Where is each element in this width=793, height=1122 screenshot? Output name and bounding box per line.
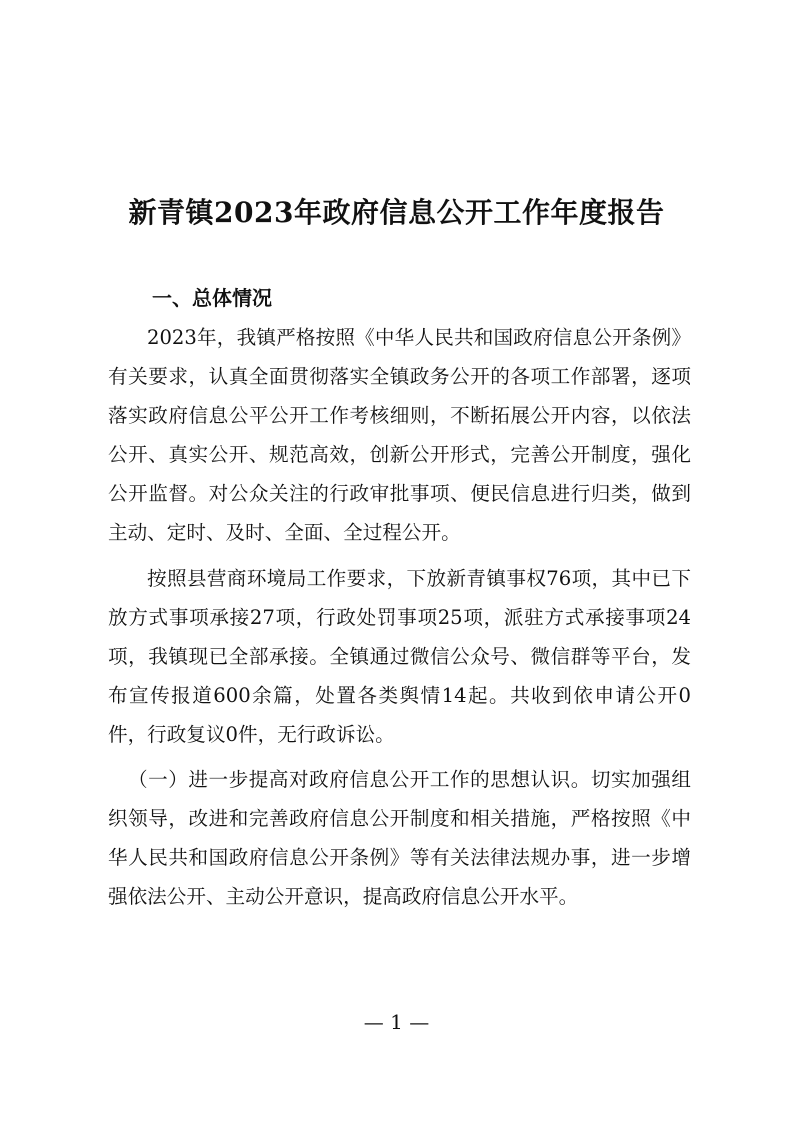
paragraph-delegated-powers: 按照县营商环境局工作要求，下放新青镇事权76项，其中已下放方式事项承接27项，行政处罚事项25项，派驻方式承接事项24项，我镇现已全部承接。全镇通过微信公众号、微信群等平台，发布宣传报道600余篇，处置各类舆情14起。共收到依申请公开0件，行政复议0件，无行政诉讼。 [108, 567, 691, 746]
paragraph-awareness: （一）进一步提高对政府信息公开工作的思想认识。切实加强组织领导，改进和完善政府信息公开制度和相关措施，严格按照《中华人民共和国政府信息公开条例》等有关法律法规办事，进一步增强依法公开、主动公开意识，提高政府信息公开水平。 [108, 768, 691, 908]
section-heading: 一、总体情况 [152, 286, 272, 310]
page-number: — 1 — [363, 1010, 430, 1034]
paragraph-overview: 2023年，我镇严格按照《中华人民共和国政府信息公开条例》有关要求，认真全面贯彻落实全镇政务公开的各项工作部署，逐项落实政府信息公平公开工作考核细则，不断拓展公开内容，以依法公开、真实公开、规范高效，创新公开形式，完善公开制度，强化公开监督。对公众关注的行政审批事项、便民信息进行归类，做到主动、定时、及时、全面、全过程公开。 [108, 326, 691, 544]
document-title: 新青镇2023年政府信息公开工作年度报告 [128, 196, 665, 229]
